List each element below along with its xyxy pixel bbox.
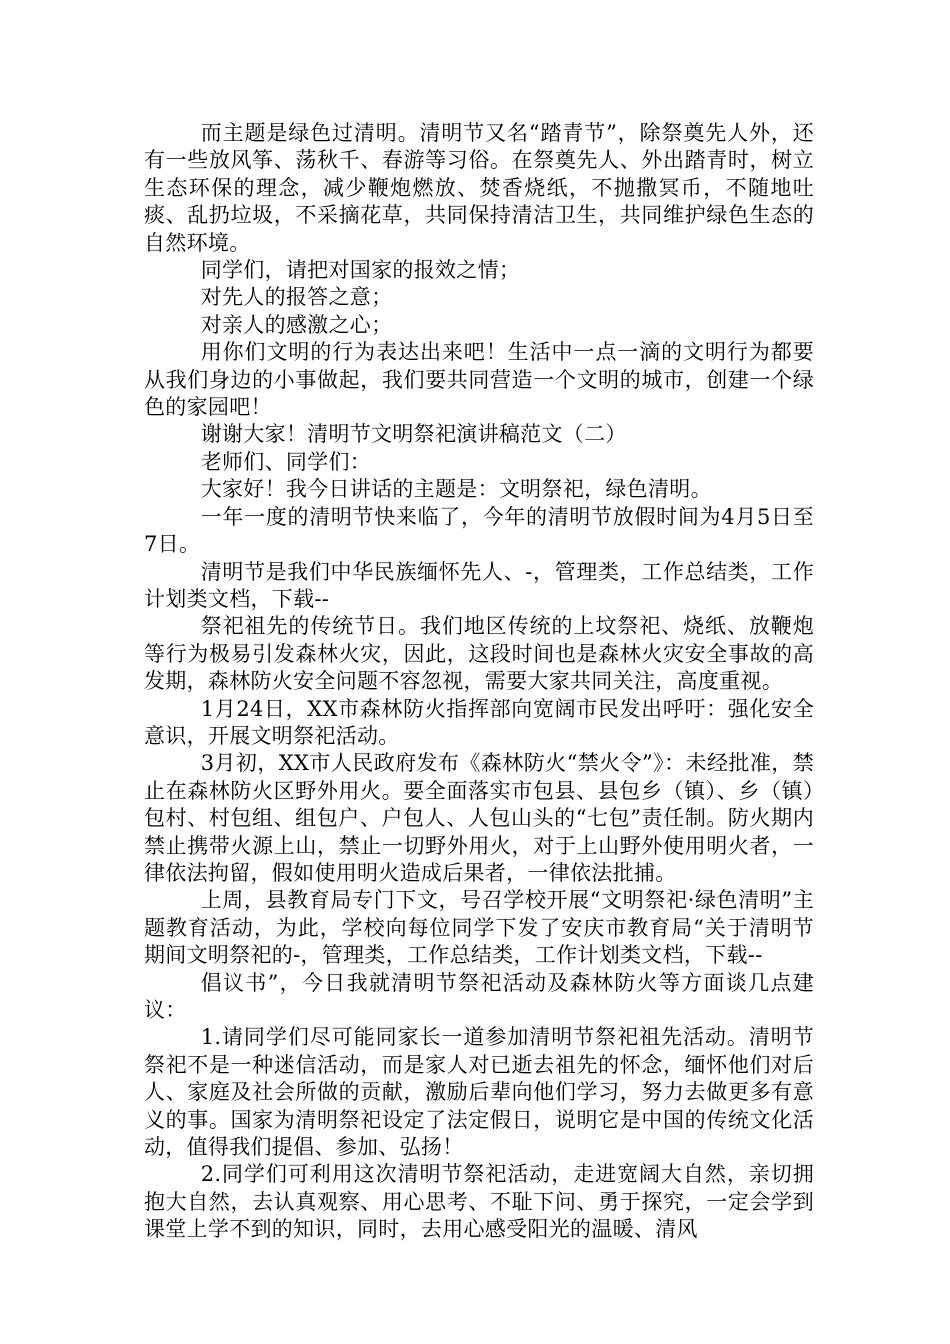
paragraph: 而主题是绿色过清明。清明节又名“踏青节”，除祭奠先人外，还有一些放风筝、荡秋千、春游等习俗。在祭奠先人、外出踏青时，树立生态环保的理念，减少鞭炮燃放、焚香烧纸，不抛撒冥币，不随地吐痰、乱扔垃圾，不采摘花草，共同保持清洁卫生，共同维护绿色生态的自然环境。 — [144, 121, 814, 255]
paragraph: 对亲人的感激之心； — [200, 312, 393, 337]
paragraph: 1.请同学们尽可能同家长一道参加清明节祭祀祖先活动。清明节祭祀不是一种迷信活动，而是家人对已逝去祖先的怀念，缅怀他们对后人、家庭及社会所做的贡献，激励后辈向他们学习，努力去做更多有意义的事。国家为清明祭祀设定了法定假日，说明它是中国的传统文化活动，值得我们提倡、参加、弘扬！ — [144, 1025, 814, 1160]
document-body — [144, 120, 814, 1244]
paragraph: 对先人的报答之意； — [200, 285, 393, 310]
paragraph: 老师们、同学们： — [200, 449, 372, 474]
paragraph: 同学们，请把对国家的报效之情； — [200, 258, 521, 283]
paragraph: 2.同学们可利用这次清明节祭祀活动，走进宽阔大自然，亲切拥抱大自然，去认真观察、用心思考、不耻下问、勇于探究，一定会学到课堂上学不到的知识，同时，去用心感受阳光的温暖、清风 — [144, 1162, 814, 1242]
paragraph: 清明节是我们中华民族缅怀先人、-，管理类，工作总结类，工作计划类文档，下载-- — [144, 559, 814, 611]
paragraph: 祭祀祖先的传统节日。我们地区传统的上坟祭祀、烧纸、放鞭炮等行为极易引发森林火灾，因此，这段时间也是森林火灾安全事故的高发期，森林防火安全问题不容忽视，需要大家共同关注，高度重视。 — [144, 614, 814, 694]
paragraph: 3月初，XX市人民政府发布《森林防火“禁火令”》：未经批准，禁止在森林防火区野外用火。要全面落实市包县、县包乡（镇）、乡（镇）包村、村包组、组包户、户包人、人包山头的“七包”责任制。防火期内禁止携带火源上山，禁止一切野外用火，对于上山野外使用明火者，一律依法拘留，假如使用明火造成后果者，一律依法批捕。 — [144, 751, 814, 885]
paragraph: 上周，县教育局专门下文，号召学校开展“文明祭祀·绿色清明”主题教育活动，为此，学校向每位同学下发了安庆市教育局“关于清明节期间文明祭祀的-，管理类，工作总结类，工作计划类文档，下载-- — [144, 888, 814, 968]
paragraph: 大家好！我今日讲话的主题是：文明祭祀，绿色清明。 — [200, 477, 712, 502]
paragraph: 谢谢大家！清明节文明祭祀演讲稿范文（二） — [200, 422, 627, 447]
paragraph: 一年一度的清明节快来临了，今年的清明节放假时间为4月5日至7日。 — [144, 504, 814, 557]
paragraph: 1月24日，XX市森林防火指挥部向宽阔市民发出呼吁：强化安全意识，开展文明祭祀活动。 — [144, 696, 814, 748]
paragraph: 用你们文明的行为表达出来吧！生活中一点一滴的文明行为都要从我们身边的小事做起，我们要共同营造一个文明的城市，创建一个绿色的家园吧！ — [144, 340, 814, 420]
paragraph: 倡议书”，今日我就清明节祭祀活动及森林防火等方面谈几点建议： — [144, 970, 814, 1022]
